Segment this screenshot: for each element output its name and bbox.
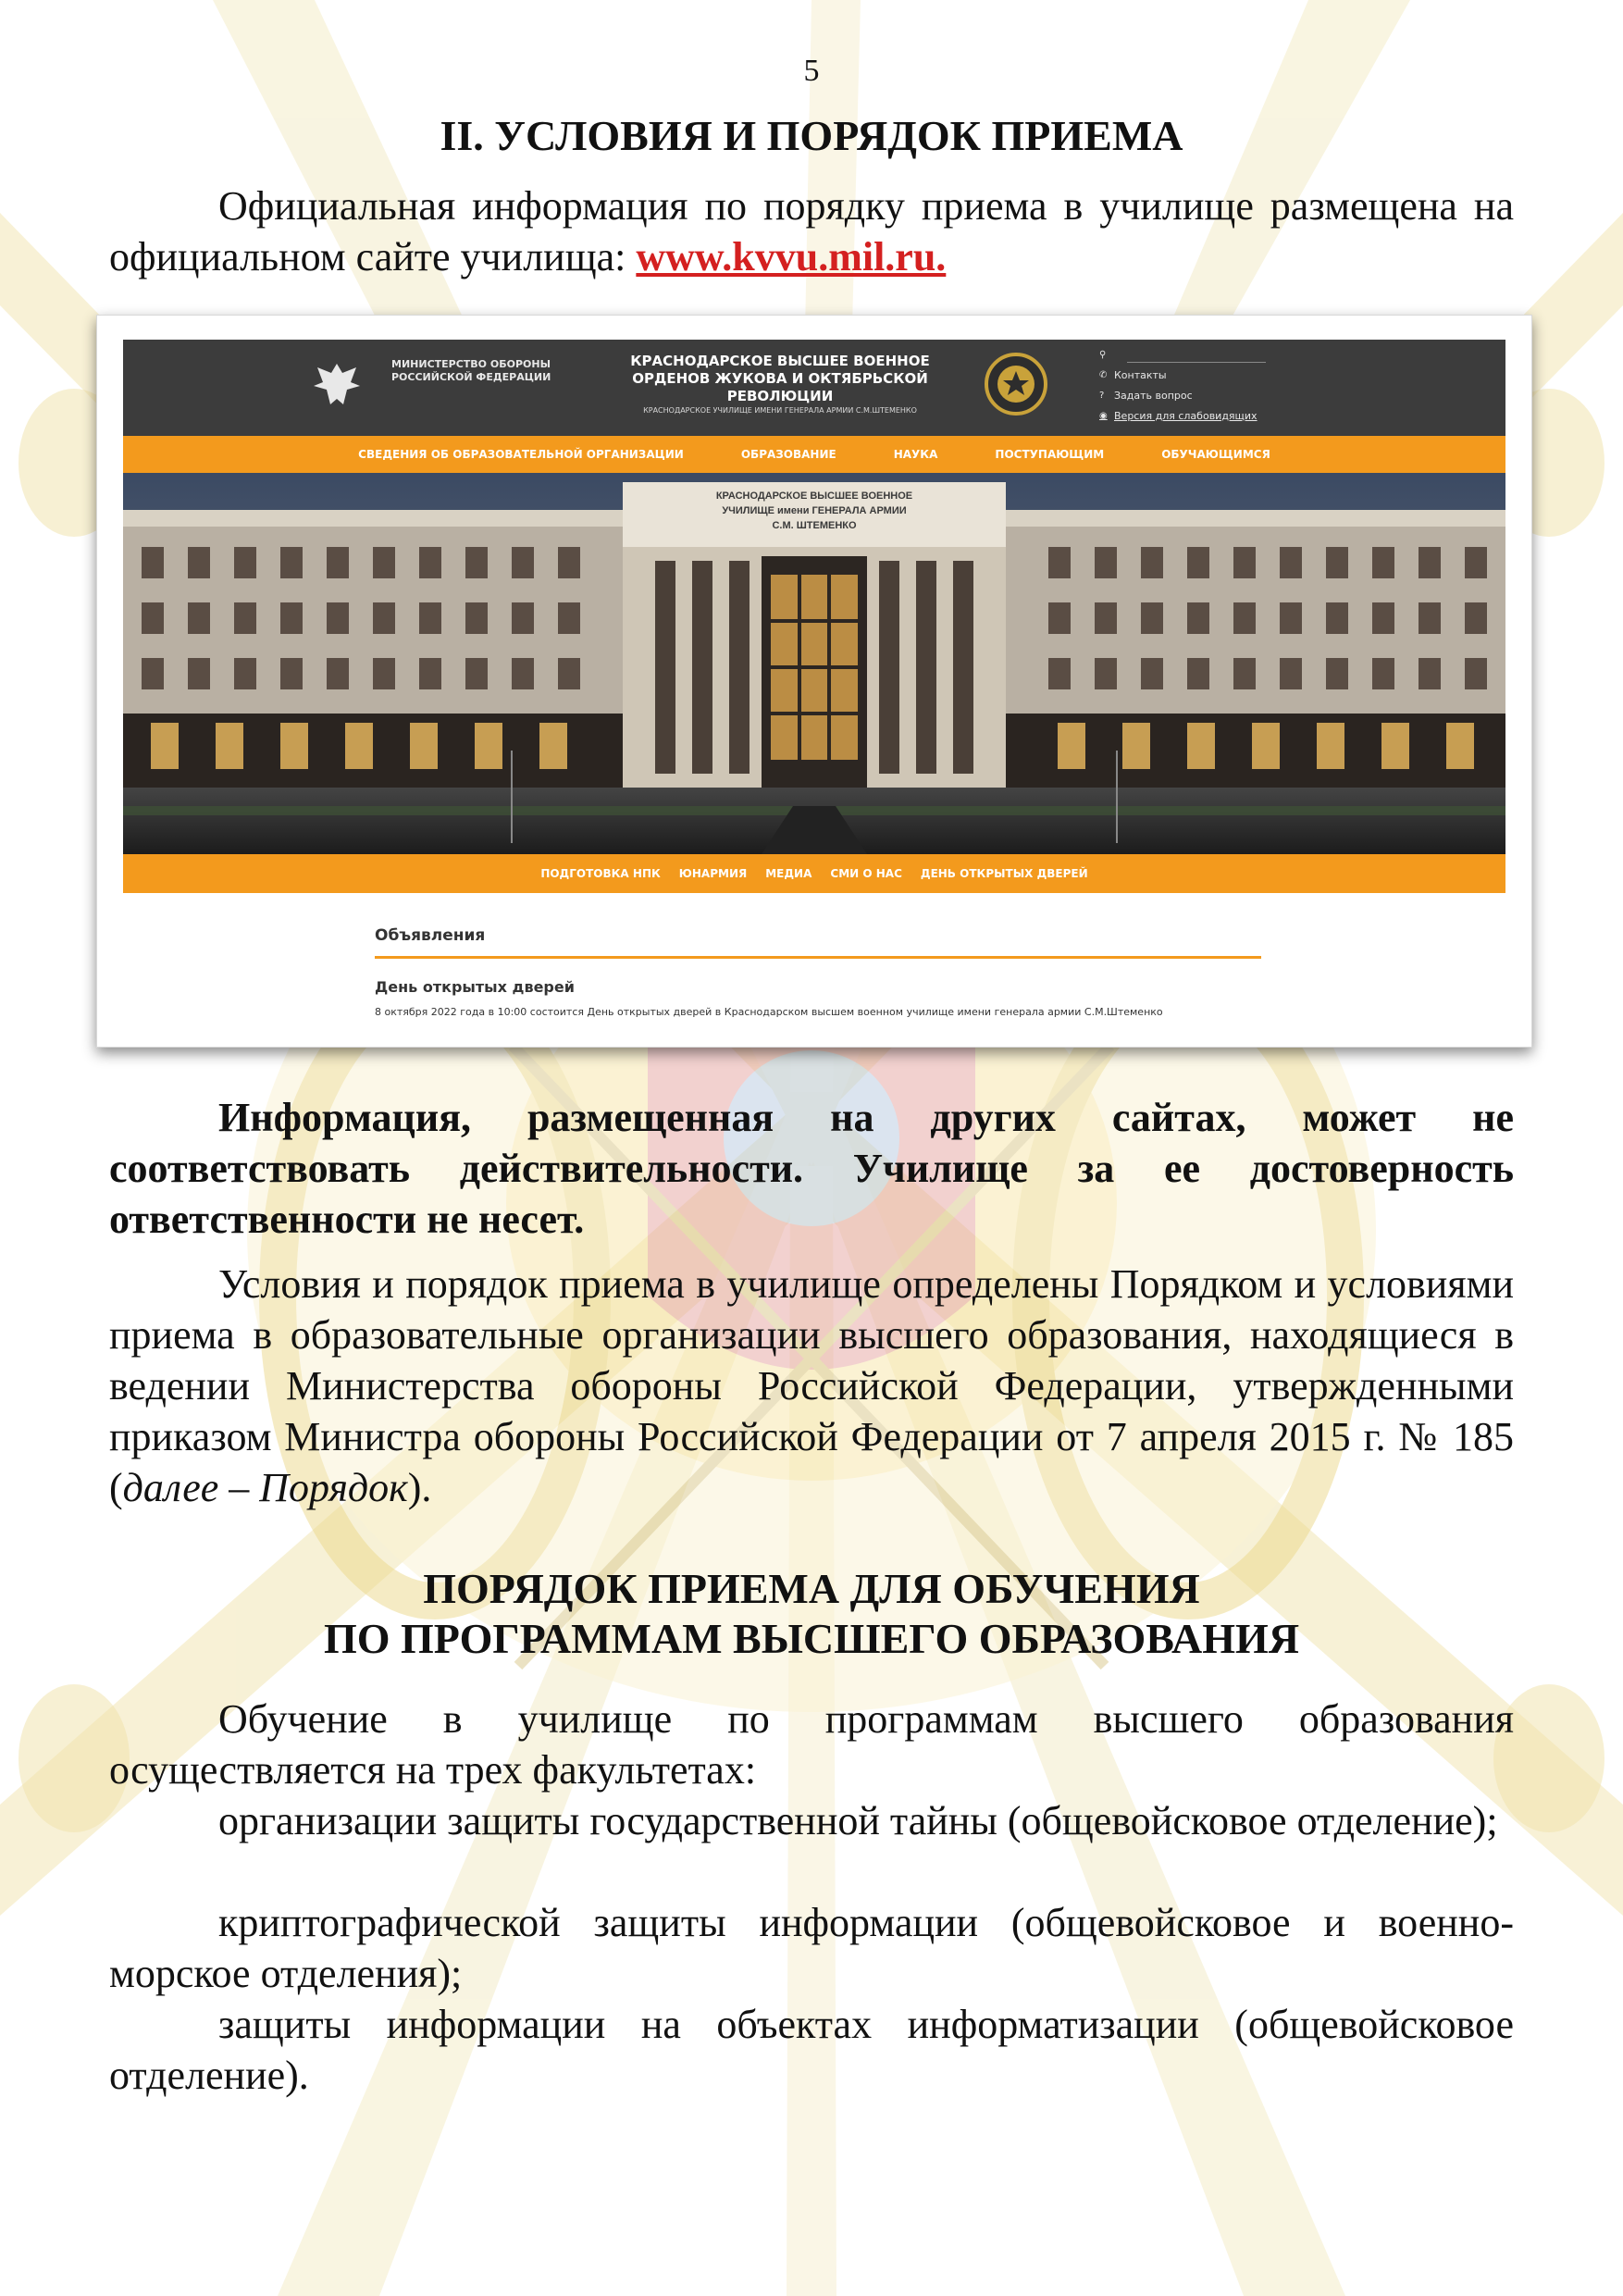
announcement-title-link[interactable]: День открытых дверей [375,978,575,996]
contacts-label: Контакты [1114,369,1167,381]
site-header [123,340,1505,436]
ask-label: Задать вопрос [1114,390,1193,402]
school-title-line1: КРАСНОДАРСКОЕ ВЫСШЕЕ ВОЕННОЕ [630,353,930,369]
faculty-item: защиты информации на объектах информатизации (общевойсковое отделение). [109,2002,1514,2098]
training-intro: Обучение в училище по программам высшего образования осуществляется на трех факультетах: [109,1696,1514,1793]
nav-item-science[interactable]: НАУКА [893,448,938,461]
question-icon: ? [1099,391,1105,401]
site-main-nav [123,436,1505,473]
search-icon: ⚲ [1099,350,1107,360]
building-sign-line3: С.М. ШТЕМЕНКО [772,520,857,531]
subnav-item-media[interactable]: МЕДИА [765,867,812,880]
announcement-text: 8 октября 2022 года в 10:00 состоится День открытых дверей в Краснодарском высшем военном училище имени генерала армии С.М.Штеменко [375,1006,1163,1018]
intro-paragraph [109,180,1514,282]
phone-icon: ✆ [1099,370,1108,380]
building-sign-line1: КРАСНОДАРСКОЕ ВЫСШЕЕ ВОЕННОЕ [715,490,913,502]
contacts-link[interactable] [1099,366,1266,386]
school-title [595,353,965,405]
announcements-divider [375,956,1261,959]
website-screenshot [96,315,1532,1048]
nav-item-students[interactable]: ОБУЧАЮЩИМСЯ [1161,448,1270,461]
subnav-item-npk[interactable]: ПОДГОТОВКА НПК [540,867,661,880]
search-row[interactable] [1099,345,1266,366]
search-input[interactable] [1127,349,1266,363]
conditions-tail: ). [407,1465,432,1510]
conditions-italic: далее – Порядок [122,1465,408,1510]
subnav-item-open-day[interactable]: ДЕНЬ ОТКРЫТЫХ ДВЕРЕЙ [920,867,1088,880]
official-site-link[interactable]: www.kvvu.mil.ru. [636,234,947,279]
accessible-label: Версия для слабовидящих [1114,410,1258,422]
site-secondary-nav [123,854,1505,893]
nav-item-education[interactable]: ОБРАЗОВАНИЕ [740,448,836,461]
building-photo [123,473,1505,854]
conditions-paragraph [109,1259,1514,1513]
building-sign-line2: УЧИЛИЩЕ имени ГЕНЕРАЛА АРМИИ [722,505,907,516]
page-number: 5 [803,54,820,88]
school-subtitle: КРАСНОДАРСКОЕ УЧИЛИЩЕ ИМЕНИ ГЕНЕРАЛА АРМИИ С.М.ШТЕМЕНКО [643,406,917,415]
section-title: II. УСЛОВИЯ И ПОРЯДОК ПРИЕМА [440,112,1183,159]
warning-paragraph: Информация, размещенная на других сайтах, может не соответствовать действительности. Училище за ее достоверность ответственности не несет. [109,1095,1514,1242]
conditions-text: Условия и порядок приема в училище определены Порядком и условиями приема в образовательные организации высшего образования, находящиеся в ведении Министерства обороны Российской Федерации, утвержденными приказом Министра обороны Российской Федерации от 7 апреля 2015 г. № 185 ( [109,1261,1514,1510]
eye-icon: ◉ [1099,411,1108,421]
school-title-line2: ОРДЕНОВ ЖУКОВА И ОКТЯБРЬСКОЙ РЕВОЛЮЦИИ [632,370,928,404]
ministry-name: МИНИСТЕРСТВО ОБОРОНЫ РОССИЙСКОЙ ФЕДЕРАЦИИ [391,358,551,383]
faculty-item: криптографической защиты информации (общевойсковое и военно-морское отделения); [109,1900,1514,1996]
nav-item-applicants[interactable]: ПОСТУПАЮЩИМ [995,448,1105,461]
subnav-item-yunarmiya[interactable]: ЮНАРМИЯ [678,867,748,880]
school-crest-icon [984,351,1048,421]
utility-links [1099,345,1266,427]
subnav-item-press[interactable]: СМИ О НАС [830,867,902,880]
double-headed-eagle-icon [308,356,365,414]
announcements-heading: Объявления [375,926,486,945]
section2-title-line1: ПОРЯДОК ПРИЕМА ДЛЯ ОБУЧЕНИЯ [423,1565,1200,1612]
nav-item-info[interactable]: СВЕДЕНИЯ ОБ ОБРАЗОВАТЕЛЬНОЙ ОРГАНИЗАЦИИ [358,448,684,461]
ask-question-link[interactable] [1099,386,1266,406]
intro-text: Официальная информация по порядку приема в училище размещена на официальном сайте училища: [109,183,1514,279]
accessible-version-link[interactable] [1099,406,1266,427]
faculty-item: организации защиты государственной тайны (общевойсковое отделение); [218,1798,1498,1843]
section2-title-line2: ПО ПРОГРАММАМ ВЫСШЕГО ОБРАЗОВАНИЯ [323,1615,1300,1662]
